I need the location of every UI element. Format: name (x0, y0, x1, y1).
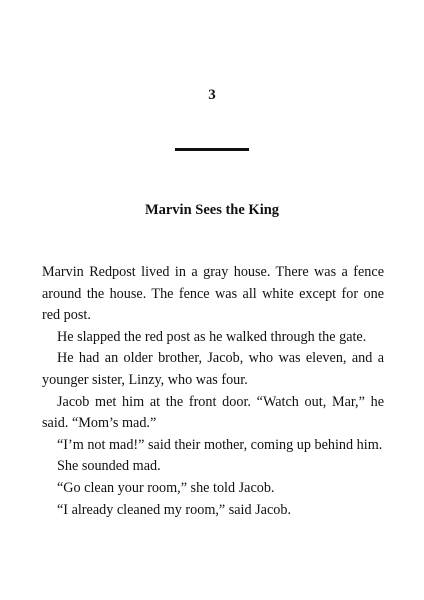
paragraph: He slapped the red post as he walked through the gate. (57, 328, 367, 345)
chapter-number: 3 (208, 87, 216, 103)
paragraph: She sounded mad. (57, 458, 161, 475)
paragraph: “I’m not mad!” said their mother, coming up behind him. (57, 436, 383, 453)
paragraph: “I already cleaned my room,” said Jacob. (57, 501, 291, 518)
paragraph: Marvin Redpost lived in a gray house. There was a fence around the house. The fence was all white except for one red post. (42, 264, 384, 324)
chapter-divider-rule (175, 148, 249, 151)
paragraph: He had an older brother, Jacob, who was eleven, and a younger sister, Linzy, who was four. (42, 350, 384, 388)
paragraph: “Go clean your room,” she told Jacob. (57, 479, 275, 496)
paragraph: Jacob met him at the front door. “Watch out, Mar,” he said. “Mom’s mad.” (42, 393, 384, 432)
chapter-title: Marvin Sees the King (144, 202, 280, 218)
chapter-body (42, 262, 384, 521)
